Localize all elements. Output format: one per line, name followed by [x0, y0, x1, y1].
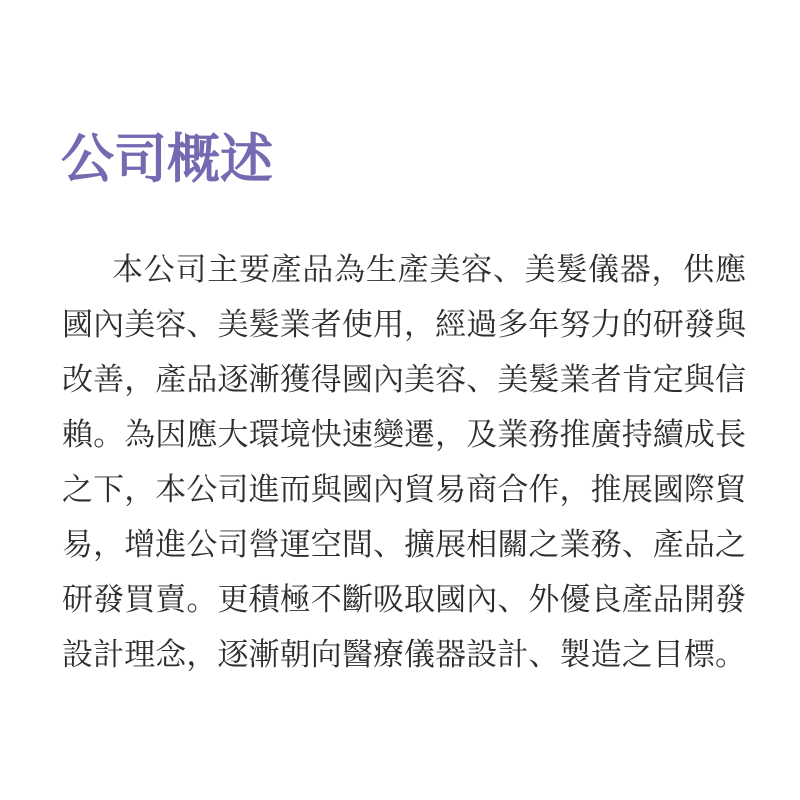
paragraph-line: 改善，產品逐漸獲得國內美容、美髮業者肯定與信 [62, 362, 746, 397]
paragraph-line: 賴。為因應大環境快速變遷，及業務推廣持續成長 [62, 417, 746, 452]
paragraph-line: 易，增進公司營運空間、擴展相關之業務、產品之 [62, 527, 746, 562]
page-title: 公司概述 [61, 130, 273, 189]
company-overview-paragraph [62, 242, 746, 682]
paragraph-line: 研發買賣。更積極不斷吸取國內、外優良產品開發 [62, 582, 746, 617]
paragraph-line: 本公司主要產品為生產美容、美髮儀器，供應 [112, 252, 746, 287]
paragraph-line: 設計理念，逐漸朝向醫療儀器設計、製造之目標。 [62, 637, 746, 672]
paragraph-line: 之下，本公司進而與國內貿易商合作，推展國際貿 [62, 472, 746, 507]
paragraph-line: 國內美容、美髮業者使用，經過多年努力的研發與 [62, 307, 746, 342]
